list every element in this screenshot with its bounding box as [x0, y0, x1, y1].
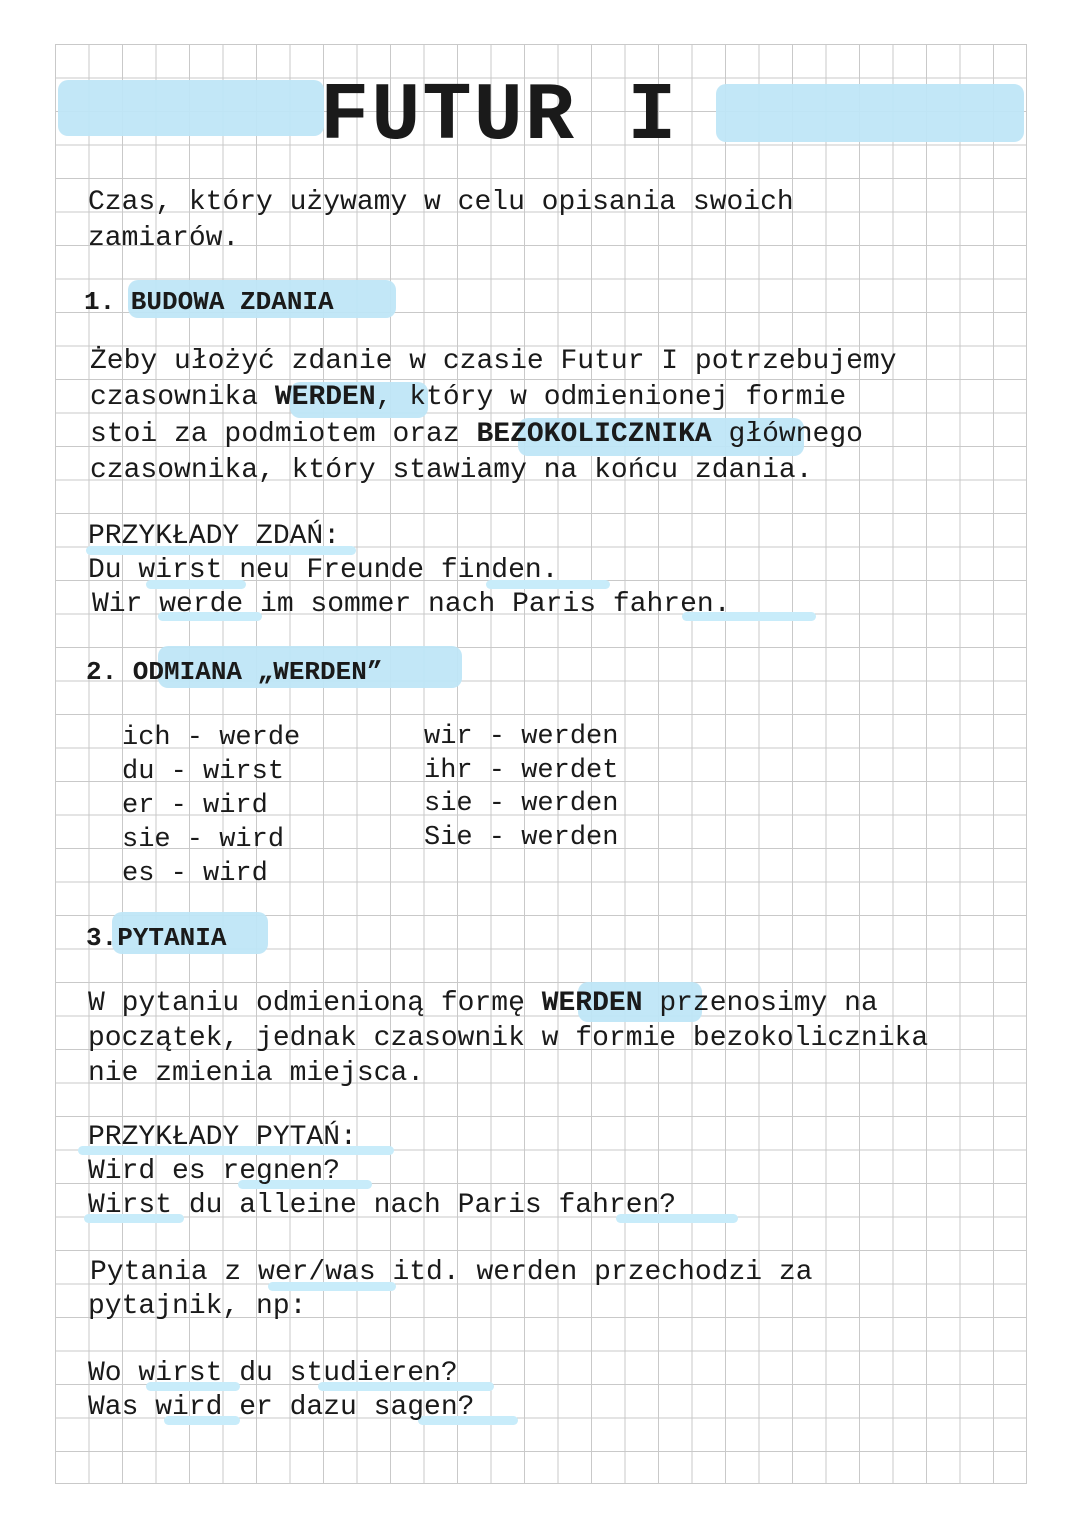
s1-line-2-a: czasownika [90, 382, 275, 413]
conj-sie: sie - wird [122, 825, 285, 855]
section-2-heading: 2. ODMIANA „WERDEN” [86, 657, 383, 687]
w-question-1: Wo wirst du studieren? [88, 1358, 458, 1389]
title-highlight-left [58, 80, 324, 136]
conj-wir: wir - werden [424, 722, 619, 752]
section-3-heading: 3.PYTANIA [86, 923, 227, 953]
s3-line-2: początek, jednak czasownik w formie bezokolicznika [88, 1023, 929, 1054]
s1-line-2 [90, 380, 846, 416]
page-title: FUTUR I [320, 70, 679, 163]
conj-sie-plural: sie - werden [424, 789, 619, 819]
s1-line-4: czasownika, który stawiamy na końcu zdania. [90, 455, 813, 486]
s1-line-2-c: , który w odmienionej formie [375, 382, 847, 413]
conj-ich: ich - werde [122, 723, 301, 753]
examples-label-2: PRZYKŁADY PYTAŃ: [88, 1122, 357, 1153]
question-2: Wirst du alleine nach Paris fahren? [88, 1190, 677, 1221]
conj-sie-formal: Sie - werden [424, 823, 619, 853]
w-question-2: Was wird er dazu sagen? [88, 1392, 475, 1423]
note-line-1: Pytania z wer/was itd. werden przechodzi za [90, 1257, 813, 1288]
s1-line-3-c: głównego [711, 419, 863, 450]
note-line-2: pytajnik, np: [88, 1291, 307, 1322]
example-sentence-1: Du wirst neu Freunde finden. [88, 555, 559, 586]
question-1: Wird es regnen? [88, 1156, 341, 1187]
werden-keyword-2: WERDEN [541, 988, 643, 1019]
s1-line-3-a: stoi za podmiotem oraz [90, 419, 477, 450]
s1-line-3 [90, 417, 863, 453]
conj-es: es - wird [122, 859, 268, 889]
s3-line-1-c: przenosimy na [642, 988, 878, 1019]
example-sentence-2: Wir werde im sommer nach Paris fahren. [92, 589, 731, 620]
conj-ihr: ihr - werdet [424, 756, 619, 786]
examples-label-1: PRZYKŁADY ZDAŃ: [88, 521, 341, 552]
bezokolicznika-keyword: BEZOKOLICZNIKA [476, 419, 712, 450]
title-highlight-right [716, 84, 1024, 142]
conj-du: du - wirst [122, 757, 285, 787]
intro-line-2: zamiarów. [88, 223, 240, 254]
intro-line-1: Czas, który używamy w celu opisania swoich [88, 187, 794, 218]
s3-line-3: nie zmienia miejsca. [88, 1058, 425, 1089]
s1-line-1: Żeby ułożyć zdanie w czasie Futur I potrzebujemy [90, 346, 897, 377]
conj-er: er - wird [122, 791, 268, 821]
s3-line-1-a: W pytaniu odmienioną formę [88, 988, 542, 1019]
section-1-heading: 1. BUDOWA ZDANIA [84, 287, 334, 317]
werden-keyword: WERDEN [274, 382, 376, 413]
s3-line-1 [88, 986, 878, 1022]
